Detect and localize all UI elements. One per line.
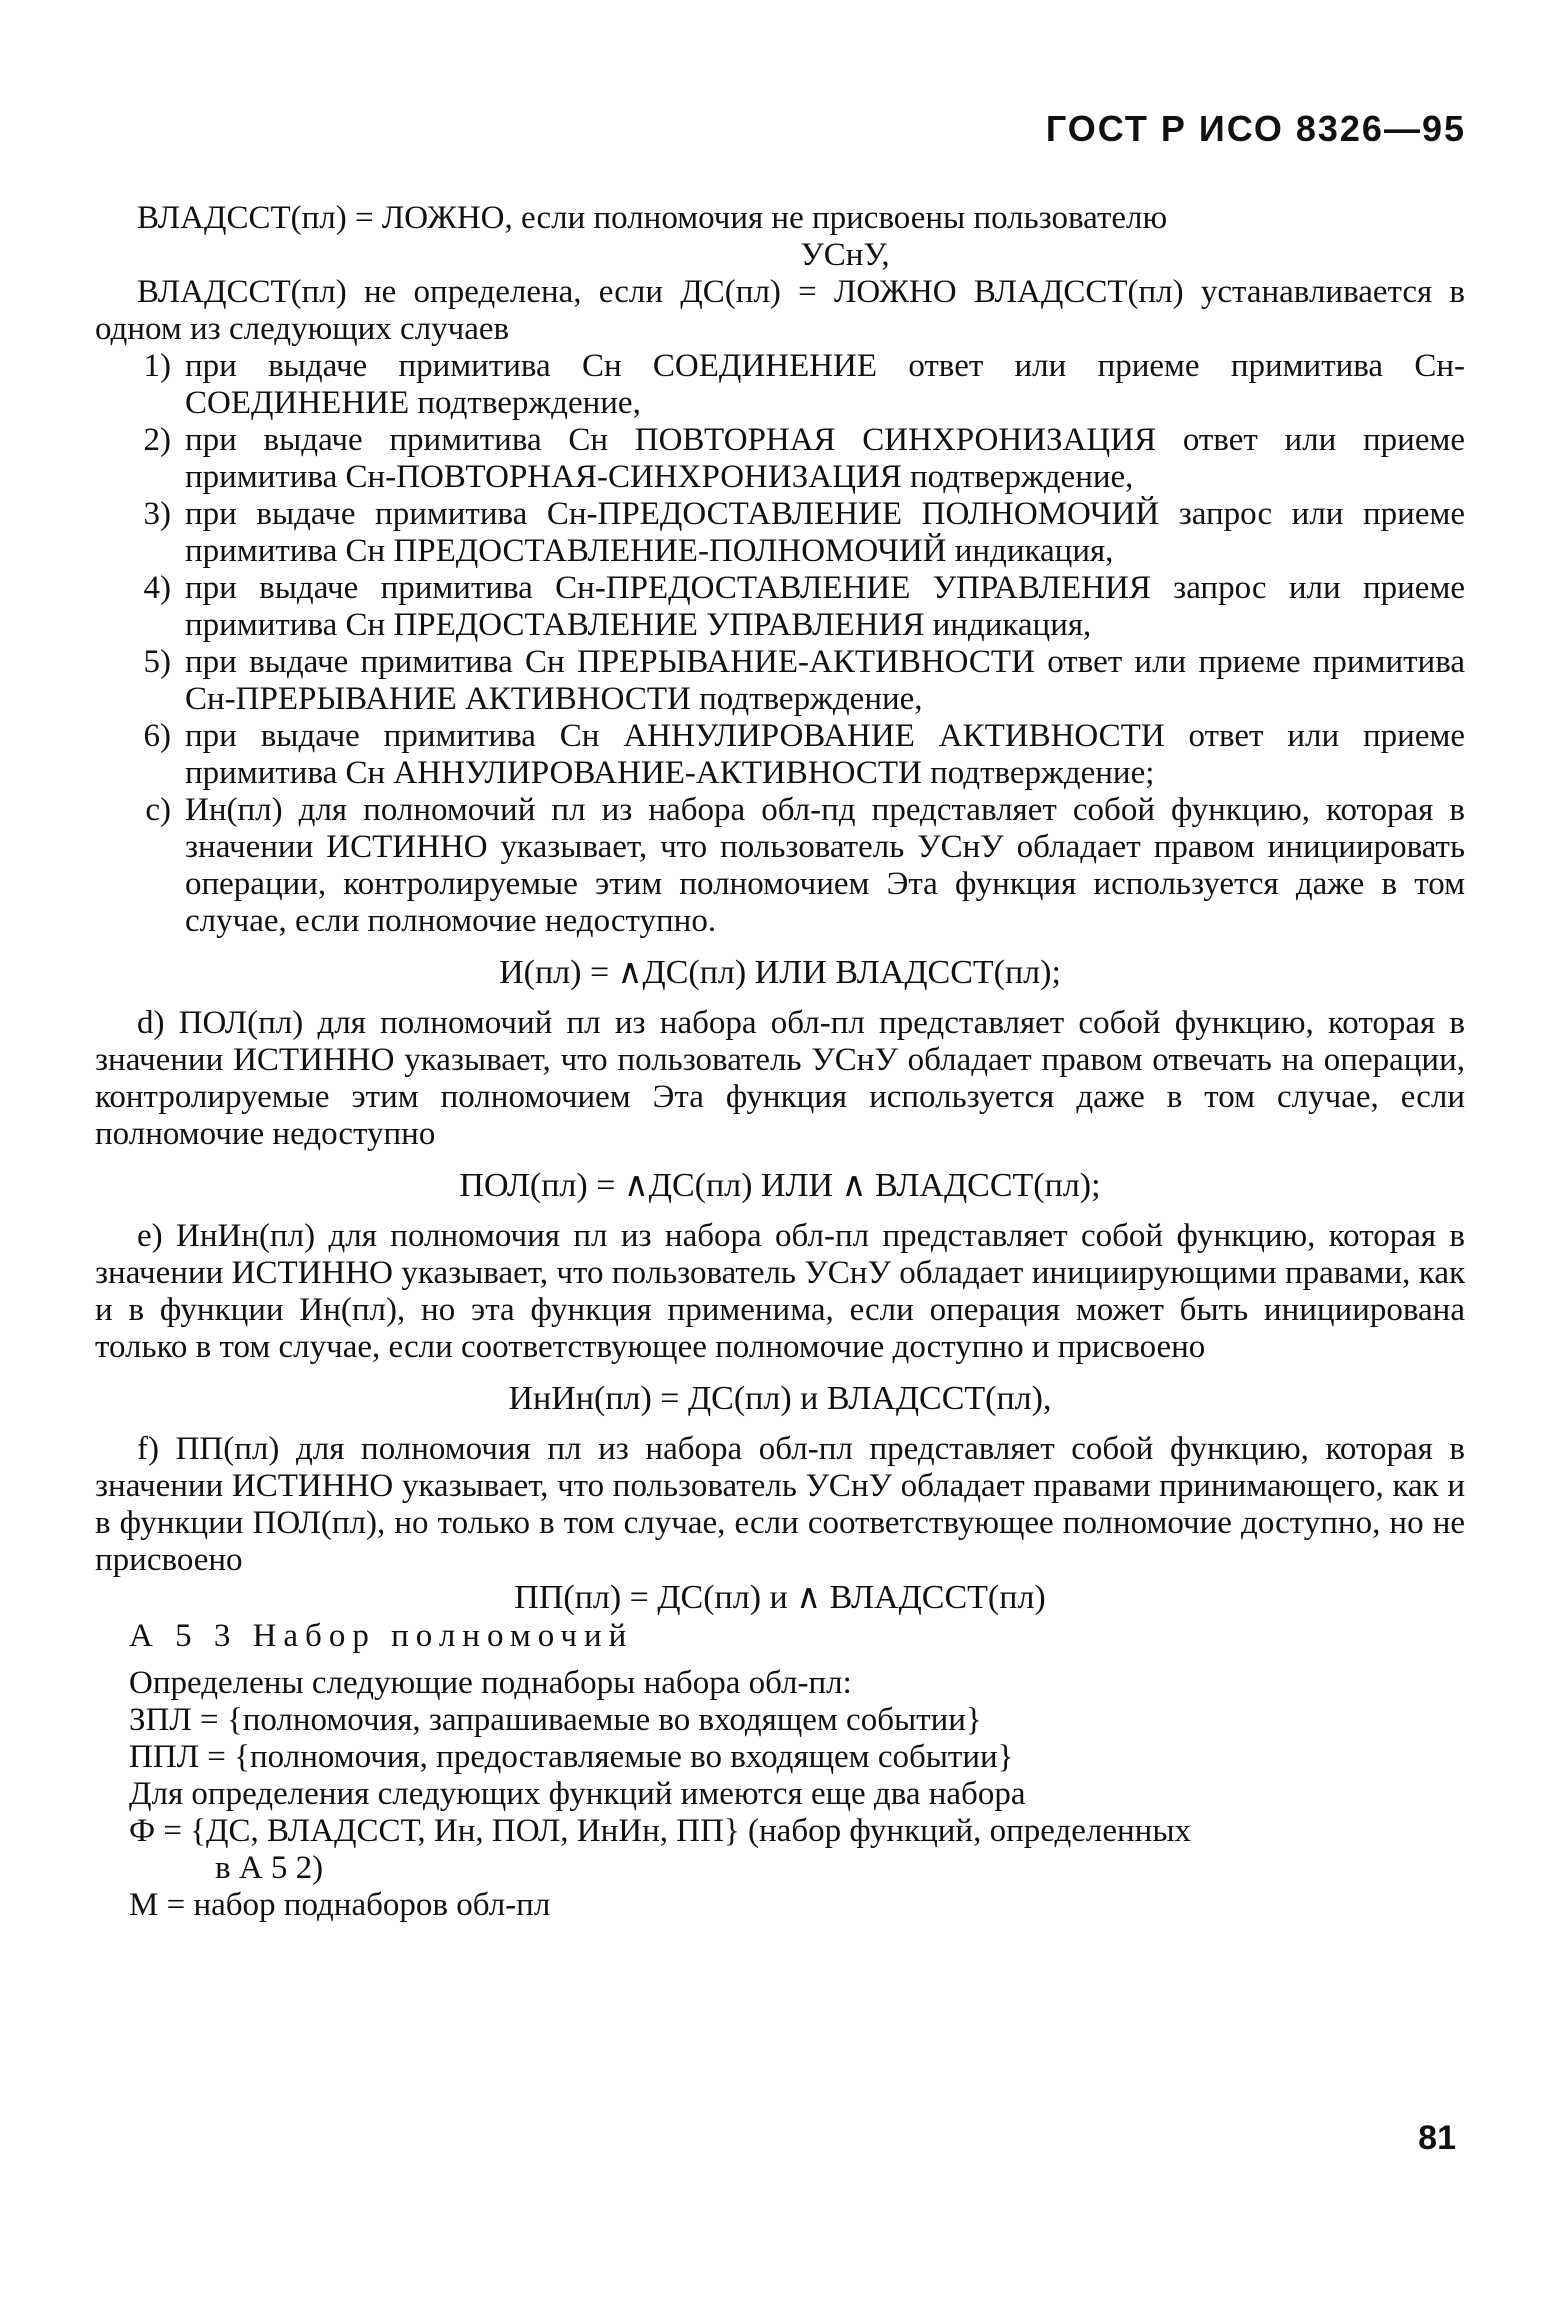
formula-f: ПП(пл) = ДС(пл) и ∧ ВЛАДССТ(пл) <box>514 1579 1046 1616</box>
item-c-letter: c) <box>145 792 171 828</box>
section-line: Определены следующие поднаборы набора обл-пл: <box>129 1665 852 1701</box>
section-last-line: М = набор поднаборов обл-пл <box>129 1887 551 1923</box>
item-c <box>95 792 1465 940</box>
case-text: при выдаче примитива Сн АННУЛИРОВАНИЕ АКТИВНОСТИ ответ или приеме примитива Сн АННУЛИРОВАНИЕ-АКТИВНОСТИ подтверждение; <box>185 718 1465 791</box>
intro-line-1-cont: УСнУ, <box>800 237 890 273</box>
case-item <box>95 348 1465 422</box>
intro-line-1: ВЛАДССТ(пл) = ЛОЖНО, если полномочия не присвоены пользователю <box>137 200 1168 236</box>
case-text: при выдаче примитива Сн-ПРЕДОСТАВЛЕНИЕ УПРАВЛЕНИЯ запрос или приеме примитива Сн ПРЕДОСТАВЛЕНИЕ УПРАВЛЕНИЯ индикация, <box>185 570 1465 643</box>
case-item <box>95 570 1465 644</box>
item-e-text: e) ИнИн(пл) для полномочия пл из набора обл-пл представляет собой функцию, которая в значении ИСТИННО указывает, что пользователь УСнУ обладает инициирующими правами, как и в функции Ин(пл), но эта функция применима, если операция может быть инициирована только в том случае, если соответствующее полномочие доступно и присвоено <box>95 1218 1465 1365</box>
case-number: 1) <box>143 348 171 384</box>
case-text: при выдаче примитива Сн ПОВТОРНАЯ СИНХРОНИЗАЦИЯ ответ или приеме примитива Сн-ПОВТОРНАЯ-СИНХРОНИЗАЦИЯ подтверждение, <box>185 422 1465 495</box>
section-line: Для определения следующих функций имеются еще два набора <box>129 1776 1026 1812</box>
case-text: при выдаче примитива Сн-ПРЕДОСТАВЛЕНИЕ ПОЛНОМОЧИЙ запрос или приеме примитива Сн ПРЕДОСТАВЛЕНИЕ-ПОЛНОМОЧИЙ индикация, <box>185 496 1465 569</box>
section-line-cont: в А 5 2) <box>215 1850 324 1886</box>
case-number: 4) <box>143 570 171 606</box>
case-number: 3) <box>143 496 171 532</box>
case-item <box>95 644 1465 718</box>
section-line: ППЛ = {полномочия, предоставляемые во входящем событии} <box>129 1739 1014 1775</box>
intro-line-2: ВЛАДССТ(пл) не определена, если ДС(пл) = ЛОЖНО ВЛАДССТ(пл) устанавливается в одном из следующих случаев <box>95 274 1465 347</box>
document-header: ГОСТ Р ИСО 8326—95 <box>1045 108 1466 149</box>
formula-d: ПОЛ(пл) = ∧ДС(пл) ИЛИ ∧ ВЛАДССТ(пл); <box>459 1167 1101 1204</box>
case-number: 2) <box>143 422 171 458</box>
case-number: 5) <box>143 644 171 680</box>
page-number: 81 <box>1418 2119 1456 2157</box>
item-f-text: f) ПП(пл) для полномочия пл из набора обл-пл представляет собой функцию, которая в значении ИСТИННО указывает, что пользователь УСнУ обладает правами принимающего, как и в функции ПОЛ(пл), но только в том случае, если соответствующее полномочие доступно, но не присвоено <box>95 1431 1465 1578</box>
formula-e: ИнИн(пл) = ДС(пл) и ВЛАДССТ(пл), <box>508 1380 1052 1417</box>
case-item <box>95 422 1465 496</box>
section-heading: А 5 3 Набор полномочий <box>129 1618 634 1654</box>
section-line: ЗПЛ = {полномочия, запрашиваемые во входящем событии} <box>129 1702 982 1738</box>
document-body <box>95 200 1465 1924</box>
case-item <box>95 496 1465 570</box>
item-c-text: Ин(пл) для полномочий пл из набора обл-пд представляет собой функцию, которая в значении ИСТИННО указывает, что пользователь УСнУ обладает правом инициировать операции, контролируемые этим полномочием Эта функция используется даже в том случае, если полномочие недоступно. <box>185 792 1465 939</box>
case-number: 6) <box>143 718 171 754</box>
section-line: Ф = {ДС, ВЛАДССТ, Ин, ПОЛ, ИнИн, ПП} (набор функций, определенных <box>129 1813 1192 1849</box>
case-text: при выдаче примитива Сн СОЕДИНЕНИЕ ответ или приеме примитива Сн-СОЕДИНЕНИЕ подтверждение, <box>185 348 1465 421</box>
case-text: при выдаче примитива Сн ПРЕРЫВАНИЕ-АКТИВНОСТИ ответ или приеме примитива Сн-ПРЕРЫВАНИЕ АКТИВНОСТИ подтверждение, <box>185 644 1465 717</box>
item-d-text: d) ПОЛ(пл) для полномочий пл из набора обл-пл представляет собой функцию, которая в значении ИСТИННО указывает, что пользователь УСнУ обладает правом отвечать на операции, контролируемые этим полномочием Эта функция используется даже в том случае, если полномочие недоступно <box>95 1005 1465 1152</box>
formula-c: И(пл) = ∧ДС(пл) ИЛИ ВЛАДССТ(пл); <box>499 954 1061 991</box>
case-item <box>95 718 1465 792</box>
